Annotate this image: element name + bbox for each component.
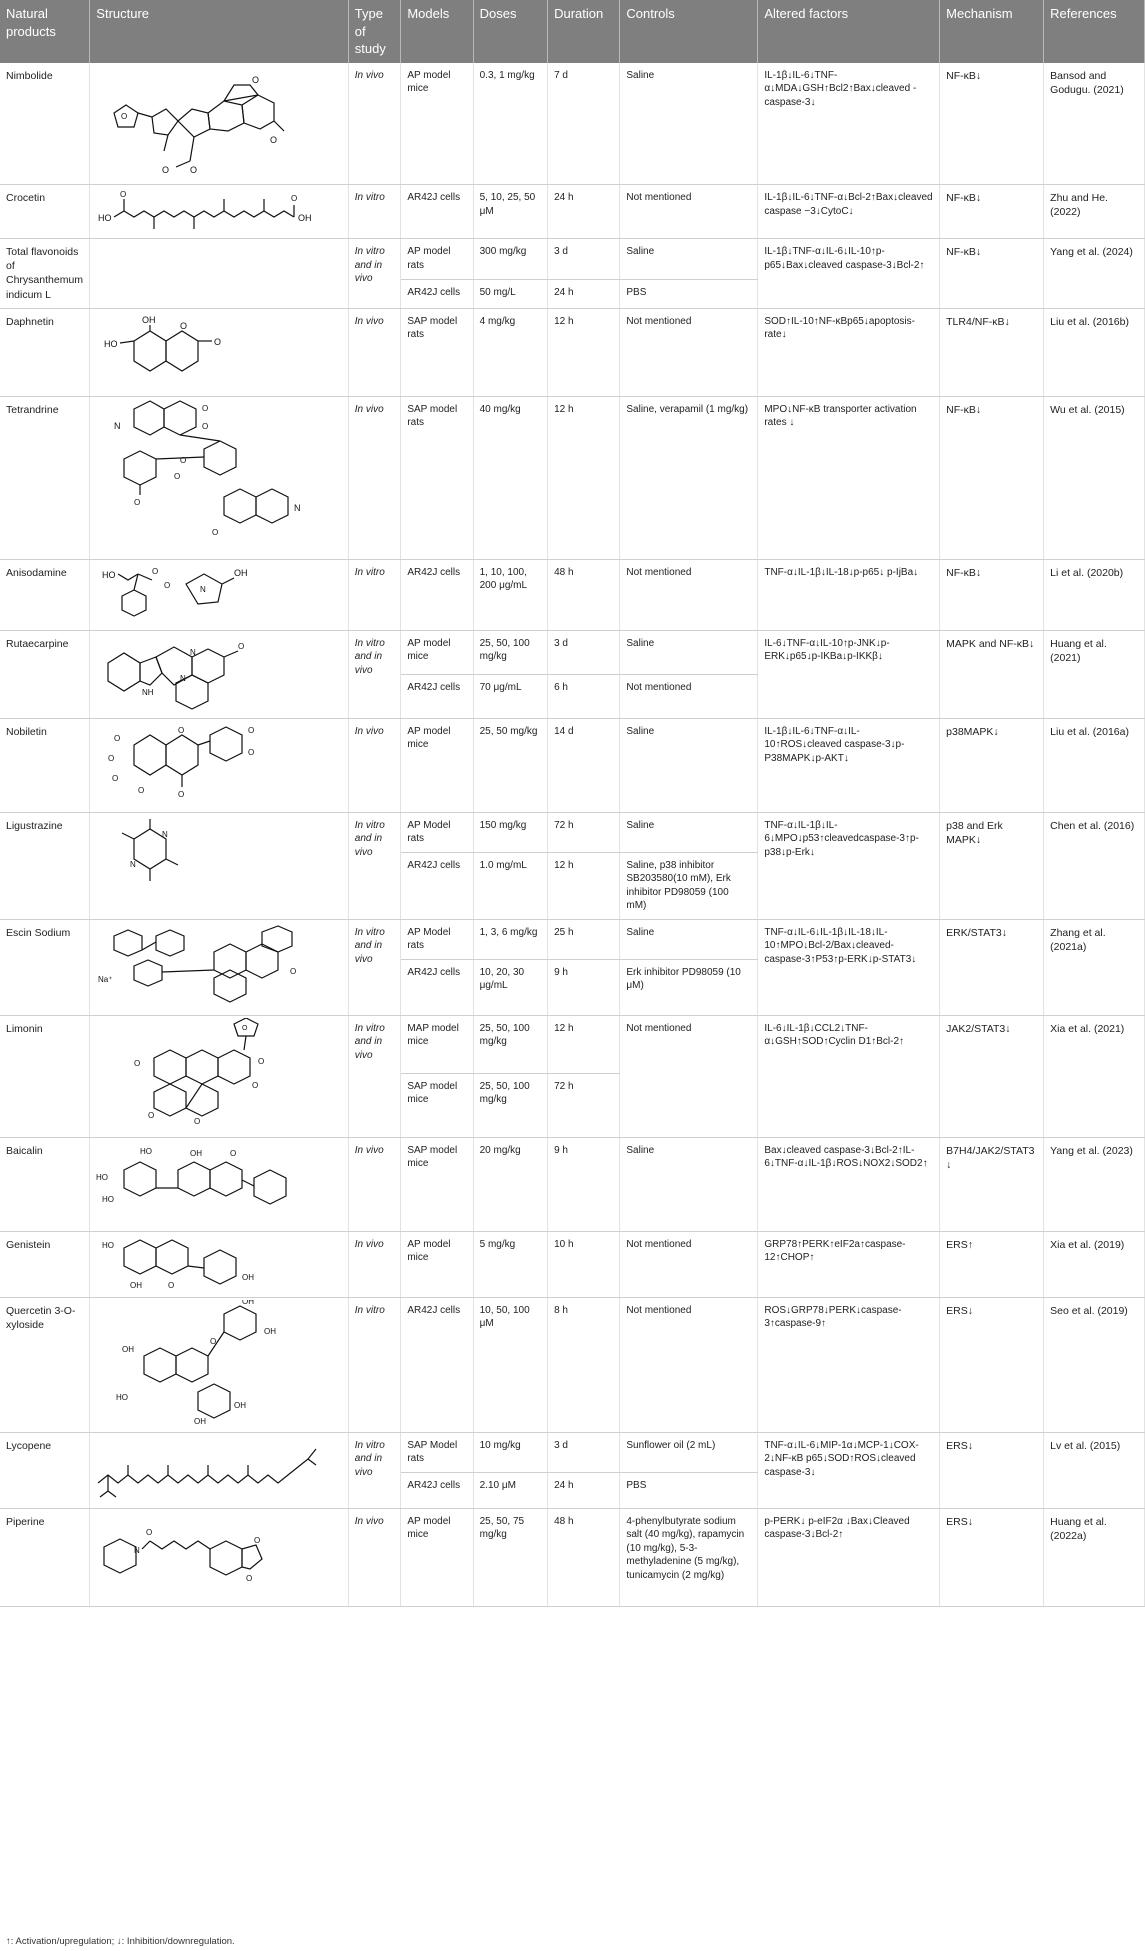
cell-mechanism: ERS↓ — [940, 1508, 1044, 1606]
cell-reference: Yang et al. (2024) — [1044, 239, 1145, 309]
svg-text:O: O — [242, 1024, 248, 1032]
cell-dose: 25, 50 mg/kg — [473, 718, 547, 812]
cell-duration: 12 h — [548, 1015, 620, 1073]
svg-text:OH: OH — [242, 1299, 255, 1306]
table-row — [0, 812, 1145, 852]
cell-reference: Lv et al. (2015) — [1044, 1432, 1145, 1508]
cell-factors: p-PERK↓ p-eIF2α ↓Bax↓Cleaved caspase-3↓Bcl-2↑ — [758, 1508, 940, 1606]
cell-product: Crocetin — [0, 185, 90, 239]
cell-dose: 20 mg/kg — [473, 1137, 547, 1231]
cell-product: Baicalin — [0, 1137, 90, 1231]
cell-duration: 14 d — [548, 718, 620, 812]
header-row — [0, 0, 1145, 63]
cell-type: In vitro and in vivo — [348, 812, 401, 919]
svg-text:O: O — [214, 336, 222, 347]
cell-dose-2: 50 mg/L — [473, 280, 547, 309]
table-row — [0, 1297, 1145, 1432]
cell-factors: Bax↓cleaved caspase-3↓Bcl-2↑IL-6↓TNF-α↓IL-1β↓ROS↓NOX2↓SOD2↑ — [758, 1137, 940, 1231]
svg-text:OH: OH — [234, 1400, 247, 1410]
svg-text:O: O — [108, 753, 115, 763]
cell-reference: Seo et al. (2019) — [1044, 1297, 1145, 1432]
cell-model-2: AR42J cells — [401, 959, 473, 1015]
cell-model: AR42J cells — [401, 1297, 473, 1432]
svg-text:O: O — [112, 773, 119, 783]
cell-duration: 48 h — [548, 1508, 620, 1606]
cell-control: Saline — [620, 239, 758, 280]
anisodamine-structure — [90, 559, 348, 630]
svg-text:HO: HO — [98, 213, 112, 224]
header-references: References — [1044, 0, 1145, 63]
svg-text:HO: HO — [116, 1392, 129, 1402]
svg-text:HO: HO — [104, 338, 118, 349]
header-mechanism: Mechanism — [940, 0, 1044, 63]
cell-factors: TNF-α↓IL-6↓IL-1β↓IL-18↓IL-10↑MPO↓Bcl-2/Bax↓cleaved-caspase-3↑P53↑p-ERK↓p-STAT3↓ — [758, 919, 940, 1015]
svg-text:O: O — [164, 580, 171, 590]
cell-control: Saline — [620, 630, 758, 674]
cell-reference: Xia et al. (2019) — [1044, 1231, 1145, 1297]
cell-reference: Li et al. (2020b) — [1044, 559, 1145, 630]
table-row — [0, 718, 1145, 812]
cell-duration: 72 h — [548, 812, 620, 852]
svg-text:O: O — [180, 320, 188, 331]
svg-text:N: N — [200, 584, 207, 594]
cell-control: 4-phenylbutyrate sodium salt (40 mg/kg), rapamycin (10 mg/kg), 5-3-methyladenine (5 mg/kg), tunicamycin (2 mg/kg) — [620, 1508, 758, 1606]
svg-text:HO: HO — [102, 1240, 115, 1250]
cell-type: In vivo — [348, 63, 401, 185]
cell-mechanism: ERK/STAT3↓ — [940, 919, 1044, 1015]
cell-model-2: AR42J cells — [401, 852, 473, 919]
cell-product: Quercetin 3-O-xyloside — [0, 1297, 90, 1432]
cell-control-2: PBS — [620, 1472, 758, 1508]
cell-model: SAP Model rats — [401, 1432, 473, 1472]
cell-model: AR42J cells — [401, 185, 473, 239]
svg-text:O: O — [291, 194, 298, 204]
cell-factors: IL-1β↓TNF-α↓IL-6↓IL-10↑p-p65↓Bax↓cleaved caspase-3↓Bcl-2↑ — [758, 239, 940, 309]
cell-reference: Yang et al. (2023) — [1044, 1137, 1145, 1231]
cell-dose: 10 mg/kg — [473, 1432, 547, 1472]
cell-duration: 7 d — [548, 63, 620, 185]
svg-text:O: O — [190, 164, 198, 175]
nobiletin-structure — [90, 718, 348, 812]
cell-reference: Wu et al. (2015) — [1044, 396, 1145, 559]
cell-type: In vitro and in vivo — [348, 1432, 401, 1508]
cell-dose: 1, 3, 6 mg/kg — [473, 919, 547, 959]
table-row — [0, 559, 1145, 630]
cell-dose: 4 mg/kg — [473, 308, 547, 396]
svg-text:OH: OH — [122, 1344, 135, 1354]
cell-type: In vitro — [348, 1297, 401, 1432]
svg-text:N: N — [180, 673, 187, 683]
cell-reference: Huang et al. (2022a) — [1044, 1508, 1145, 1606]
cell-type: In vivo — [348, 1508, 401, 1606]
table-row — [0, 919, 1145, 959]
svg-text:O: O — [134, 497, 141, 507]
empty-structure — [90, 239, 348, 309]
cell-model: AP model rats — [401, 239, 473, 280]
cell-dose-2: 25, 50, 100 mg/kg — [473, 1073, 547, 1137]
svg-text:N: N — [294, 502, 301, 513]
svg-text:OH: OH — [194, 1416, 207, 1426]
cell-factors: IL-6↓IL-1β↓CCL2↓TNF-α↓GSH↑SOD↑Cyclin D1↑Bcl-2↑ — [758, 1015, 940, 1137]
cell-mechanism: p38MAPK↓ — [940, 718, 1044, 812]
cell-control-2: Not mentioned — [620, 674, 758, 718]
table-row — [0, 396, 1145, 559]
header-doses: Doses — [473, 0, 547, 63]
svg-text:O: O — [174, 471, 181, 481]
table-row — [0, 239, 1145, 280]
cell-factors: GRP78↑PERK↑eIF2a↑caspase-12↑CHOP↑ — [758, 1231, 940, 1297]
cell-mechanism: TLR4/NF-κB↓ — [940, 308, 1044, 396]
svg-text:O: O — [121, 111, 128, 121]
svg-text:OH: OH — [264, 1326, 277, 1336]
piperine-structure — [90, 1508, 348, 1606]
cell-duration: 9 h — [548, 1137, 620, 1231]
cell-duration: 24 h — [548, 185, 620, 239]
svg-text:O: O — [178, 789, 185, 799]
cell-control: Not mentioned — [620, 1231, 758, 1297]
cell-mechanism: ERS↓ — [940, 1432, 1044, 1508]
cell-control: Not mentioned — [620, 308, 758, 396]
cell-duration-2: 9 h — [548, 959, 620, 1015]
cell-control-2: Erk inhibitor PD98059 (10 μM) — [620, 959, 758, 1015]
cell-factors: TNF-α↓IL-6↓MIP-1α↓MCP-1↓COX-2↓NF-κB p65↓SOD↑ROS↓cleaved caspase-3↓ — [758, 1432, 940, 1508]
svg-text:O: O — [238, 641, 245, 651]
cell-control: Not mentioned — [620, 559, 758, 630]
header-duration: Duration — [548, 0, 620, 63]
cell-factors: IL-1β↓IL-6↓TNF-α↓IL-10↑ROS↓cleaved caspase-3↓p-P38MAPK↓p-AKT↓ — [758, 718, 940, 812]
svg-text:O: O — [248, 725, 255, 735]
cell-factors: TNF-α↓IL-1β↓IL-6↓MPO↓p53↑cleavedcaspase-3↑p-p38↓p-Erk↓ — [758, 812, 940, 919]
svg-text:O: O — [212, 527, 219, 537]
svg-text:OH: OH — [242, 1272, 255, 1282]
table-row — [0, 1231, 1145, 1297]
cell-model-2: AR42J cells — [401, 280, 473, 309]
svg-text:O: O — [210, 1336, 217, 1346]
cell-factors: MPO↓NF-κB transporter activation rates ↓ — [758, 396, 940, 559]
cell-dose: 40 mg/kg — [473, 396, 547, 559]
cell-mechanism: B7H4/JAK2/STAT3↓ — [940, 1137, 1044, 1231]
svg-text:O: O — [270, 134, 278, 145]
table-row — [0, 1432, 1145, 1472]
tetrandrine-structure — [90, 396, 348, 559]
cell-control: Saline — [620, 718, 758, 812]
cell-reference: Zhang et al. (2021a) — [1044, 919, 1145, 1015]
header-altered-factors: Altered factors — [758, 0, 940, 63]
cell-duration: 3 d — [548, 1432, 620, 1472]
cell-model: AP model mice — [401, 1231, 473, 1297]
cell-control: Sunflower oil (2 mL) — [620, 1432, 758, 1472]
cell-type: In vitro — [348, 185, 401, 239]
cell-mechanism: NF-κB↓ — [940, 185, 1044, 239]
cell-factors: IL-6↓TNF-α↓IL-10↑p-JNK↓p-ERK↓p65↓p-IKBa↓p-IKKβ↓ — [758, 630, 940, 718]
svg-text:O: O — [252, 74, 260, 85]
cell-dose-2: 10, 20, 30 μg/mL — [473, 959, 547, 1015]
table-row — [0, 1137, 1145, 1231]
cell-reference: Liu et al. (2016b) — [1044, 308, 1145, 396]
cell-dose: 25, 50, 100 mg/kg — [473, 630, 547, 674]
cell-dose: 300 mg/kg — [473, 239, 547, 280]
cell-mechanism: NF-κB↓ — [940, 396, 1044, 559]
cell-model-2: AR42J cells — [401, 674, 473, 718]
cell-factors: IL-1β↓IL-6↓TNF-α↓MDA↓GSH↑Bcl2↑Bax↓cleaved - caspase-3↓ — [758, 63, 940, 185]
cell-mechanism: NF-κB↓ — [940, 559, 1044, 630]
cell-control: Not mentioned — [620, 1297, 758, 1432]
cell-dose: 1, 10, 100, 200 μg/mL — [473, 559, 547, 630]
svg-text:O: O — [148, 1110, 155, 1120]
cell-product: Limonin — [0, 1015, 90, 1137]
cell-type: In vivo — [348, 1137, 401, 1231]
genistein-structure — [90, 1231, 348, 1297]
svg-text:N: N — [130, 859, 137, 869]
table-row — [0, 63, 1145, 185]
cell-duration-2: 12 h — [548, 852, 620, 919]
cell-dose-2: 1.0 mg/mL — [473, 852, 547, 919]
cell-product: Anisodamine — [0, 559, 90, 630]
cell-reference: Zhu and He. (2022) — [1044, 185, 1145, 239]
escin-structure — [90, 919, 348, 1015]
cell-mechanism: ERS↓ — [940, 1297, 1044, 1432]
cell-mechanism: p38 and Erk MAPK↓ — [940, 812, 1044, 919]
svg-text:O: O — [202, 421, 209, 431]
cell-dose-2: 2.10 μM — [473, 1472, 547, 1508]
svg-text:O: O — [134, 1058, 141, 1068]
cell-duration: 48 h — [548, 559, 620, 630]
cell-product: Daphnetin — [0, 308, 90, 396]
cell-model-2: SAP model mice — [401, 1073, 473, 1137]
cell-control: Saline — [620, 919, 758, 959]
svg-text:HO: HO — [102, 569, 116, 580]
cell-duration-2: 24 h — [548, 280, 620, 309]
svg-text:O: O — [146, 1527, 153, 1537]
cell-control: Not mentioned — [620, 185, 758, 239]
cell-type: In vitro — [348, 559, 401, 630]
cell-reference: Chen et al. (2016) — [1044, 812, 1145, 919]
cell-product: Escin Sodium — [0, 919, 90, 1015]
cell-control: Saline — [620, 812, 758, 852]
cell-control: Saline — [620, 1137, 758, 1231]
cell-control: Saline — [620, 63, 758, 185]
cell-type: In vitro and in vivo — [348, 1015, 401, 1137]
cell-duration: 12 h — [548, 308, 620, 396]
cell-dose: 0.3, 1 mg/kg — [473, 63, 547, 185]
cell-duration: 3 d — [548, 630, 620, 674]
baicalin-structure — [90, 1137, 348, 1231]
svg-text:OH: OH — [234, 567, 248, 578]
lycopene-structure — [90, 1432, 348, 1508]
cell-reference: Bansod and Godugu. (2021) — [1044, 63, 1145, 185]
cell-product: Piperine — [0, 1508, 90, 1606]
daphnetin-structure — [90, 308, 348, 396]
cell-model: SAP model rats — [401, 308, 473, 396]
cell-dose: 25, 50, 100 mg/kg — [473, 1015, 547, 1073]
cell-duration: 12 h — [548, 396, 620, 559]
header-models: Models — [401, 0, 473, 63]
cell-mechanism: JAK2/STAT3↓ — [940, 1015, 1044, 1137]
cell-model: AR42J cells — [401, 559, 473, 630]
svg-text:O: O — [138, 785, 145, 795]
cell-model: AP model mice — [401, 63, 473, 185]
svg-text:OH: OH — [130, 1280, 143, 1290]
svg-text:O: O — [254, 1535, 261, 1545]
svg-text:O: O — [168, 1280, 175, 1290]
cell-duration: 10 h — [548, 1231, 620, 1297]
cell-factors: IL-1β↓IL-6↓TNF-α↓Bcl-2↑Bax↓cleaved caspase −3↓CytoC↓ — [758, 185, 940, 239]
cell-dose: 10, 50, 100 μM — [473, 1297, 547, 1432]
cell-duration-2: 72 h — [548, 1073, 620, 1137]
cell-product: Lycopene — [0, 1432, 90, 1508]
svg-text:O: O — [246, 1573, 253, 1583]
cell-product: Genistein — [0, 1231, 90, 1297]
cell-model: SAP model mice — [401, 1137, 473, 1231]
rutaecarpine-structure — [90, 630, 348, 718]
cell-dose-2: 70 μg/mL — [473, 674, 547, 718]
svg-text:O: O — [114, 733, 121, 743]
svg-text:OH: OH — [298, 213, 312, 224]
cell-model: AP model mice — [401, 718, 473, 812]
cell-type: In vivo — [348, 1231, 401, 1297]
header-controls: Controls — [620, 0, 758, 63]
cell-factors: ROS↓GRP78↓PERK↓caspase-3↑caspase-9↑ — [758, 1297, 940, 1432]
svg-text:OH: OH — [190, 1148, 203, 1158]
svg-text:O: O — [152, 566, 159, 576]
table-row — [0, 308, 1145, 396]
cell-dose: 150 mg/kg — [473, 812, 547, 852]
svg-text:O: O — [202, 403, 209, 413]
svg-text:Na⁺: Na⁺ — [98, 974, 113, 984]
limonin-structure — [90, 1015, 348, 1137]
svg-text:O: O — [290, 966, 297, 976]
svg-text:O: O — [230, 1148, 237, 1158]
cell-dose: 25, 50, 75 mg/kg — [473, 1508, 547, 1606]
cell-product: Nimbolide — [0, 63, 90, 185]
svg-text:N: N — [114, 420, 121, 431]
cell-control: Saline, verapamil (1 mg/kg) — [620, 396, 758, 559]
cell-model: AP model mice — [401, 1508, 473, 1606]
cell-type: In vivo — [348, 718, 401, 812]
cell-duration-2: 6 h — [548, 674, 620, 718]
svg-text:O: O — [252, 1080, 259, 1090]
quercetin-structure — [90, 1297, 348, 1432]
cell-model: AP Model rats — [401, 812, 473, 852]
table-row — [0, 630, 1145, 674]
cell-control-2: Saline, p38 inhibitor SB203580(10 mM), Erk inhibitor PD98059 (100 mM) — [620, 852, 758, 919]
cell-mechanism: NF-κB↓ — [940, 63, 1044, 185]
cell-product: Ligustrazine — [0, 812, 90, 919]
cell-product: Nobiletin — [0, 718, 90, 812]
svg-text:N: N — [190, 647, 197, 657]
cell-product: Total flavonoids of Chrysanthemum indicum L — [0, 239, 90, 309]
table-row — [0, 185, 1145, 239]
cell-type: In vitro and in vivo — [348, 239, 401, 309]
svg-text:N: N — [134, 1545, 141, 1555]
cell-control: Not mentioned — [620, 1015, 758, 1137]
cell-duration: 8 h — [548, 1297, 620, 1432]
cell-reference: Xia et al. (2021) — [1044, 1015, 1145, 1137]
cell-type: In vivo — [348, 308, 401, 396]
cell-type: In vitro and in vivo — [348, 919, 401, 1015]
svg-text:O: O — [178, 725, 185, 735]
svg-text:O: O — [258, 1056, 265, 1066]
header-natural-products: Natural products — [0, 0, 90, 63]
cell-reference: Liu et al. (2016a) — [1044, 718, 1145, 812]
cell-duration: 3 d — [548, 239, 620, 280]
cell-reference: Huang et al. (2021) — [1044, 630, 1145, 718]
cell-duration: 25 h — [548, 919, 620, 959]
table-row — [0, 1508, 1145, 1606]
cell-dose: 5 mg/kg — [473, 1231, 547, 1297]
svg-text:O: O — [248, 747, 255, 757]
cell-model-2: AR42J cells — [401, 1472, 473, 1508]
svg-text:NH: NH — [142, 687, 154, 697]
svg-text:HO: HO — [102, 1194, 115, 1204]
cell-mechanism: NF-κB↓ — [940, 239, 1044, 309]
svg-text:OH: OH — [142, 314, 156, 325]
cell-factors: TNF-α↓IL-1β↓IL-18↓p-p65↓ p-IjBa↓ — [758, 559, 940, 630]
nimbolide-structure — [90, 63, 348, 185]
cell-product: Rutaecarpine — [0, 630, 90, 718]
svg-text:HO: HO — [140, 1146, 153, 1156]
header-type-of-study: Type of study — [348, 0, 401, 63]
cell-product: Tetrandrine — [0, 396, 90, 559]
ligustrazine-structure — [90, 812, 348, 919]
cell-model: AP model mice — [401, 630, 473, 674]
svg-text:O: O — [120, 190, 127, 200]
svg-text:N: N — [162, 829, 169, 839]
cell-model: SAP model rats — [401, 396, 473, 559]
cell-mechanism: MAPK and NF-κB↓ — [940, 630, 1044, 718]
cell-model: AP Model rats — [401, 919, 473, 959]
crocetin-structure — [90, 185, 348, 239]
cell-factors: SOD↑IL-10↑NF-κBp65↓apoptosis-rate↓ — [758, 308, 940, 396]
cell-control-2: PBS — [620, 280, 758, 309]
cell-dose: 5, 10, 25, 50 μM — [473, 185, 547, 239]
cell-model: MAP model mice — [401, 1015, 473, 1073]
cell-type: In vitro and in vivo — [348, 630, 401, 718]
svg-text:O: O — [162, 164, 170, 175]
header-structure: Structure — [90, 0, 348, 63]
svg-text:O: O — [180, 455, 187, 465]
cell-mechanism: ERS↑ — [940, 1231, 1044, 1297]
table-footnote: ↑: Activation/upregulation; ↓: Inhibition/downregulation. — [6, 1936, 235, 1947]
cell-type: In vivo — [348, 396, 401, 559]
cell-duration-2: 24 h — [548, 1472, 620, 1508]
table-row — [0, 1015, 1145, 1073]
svg-text:HO: HO — [96, 1172, 109, 1182]
svg-text:O: O — [194, 1116, 201, 1126]
